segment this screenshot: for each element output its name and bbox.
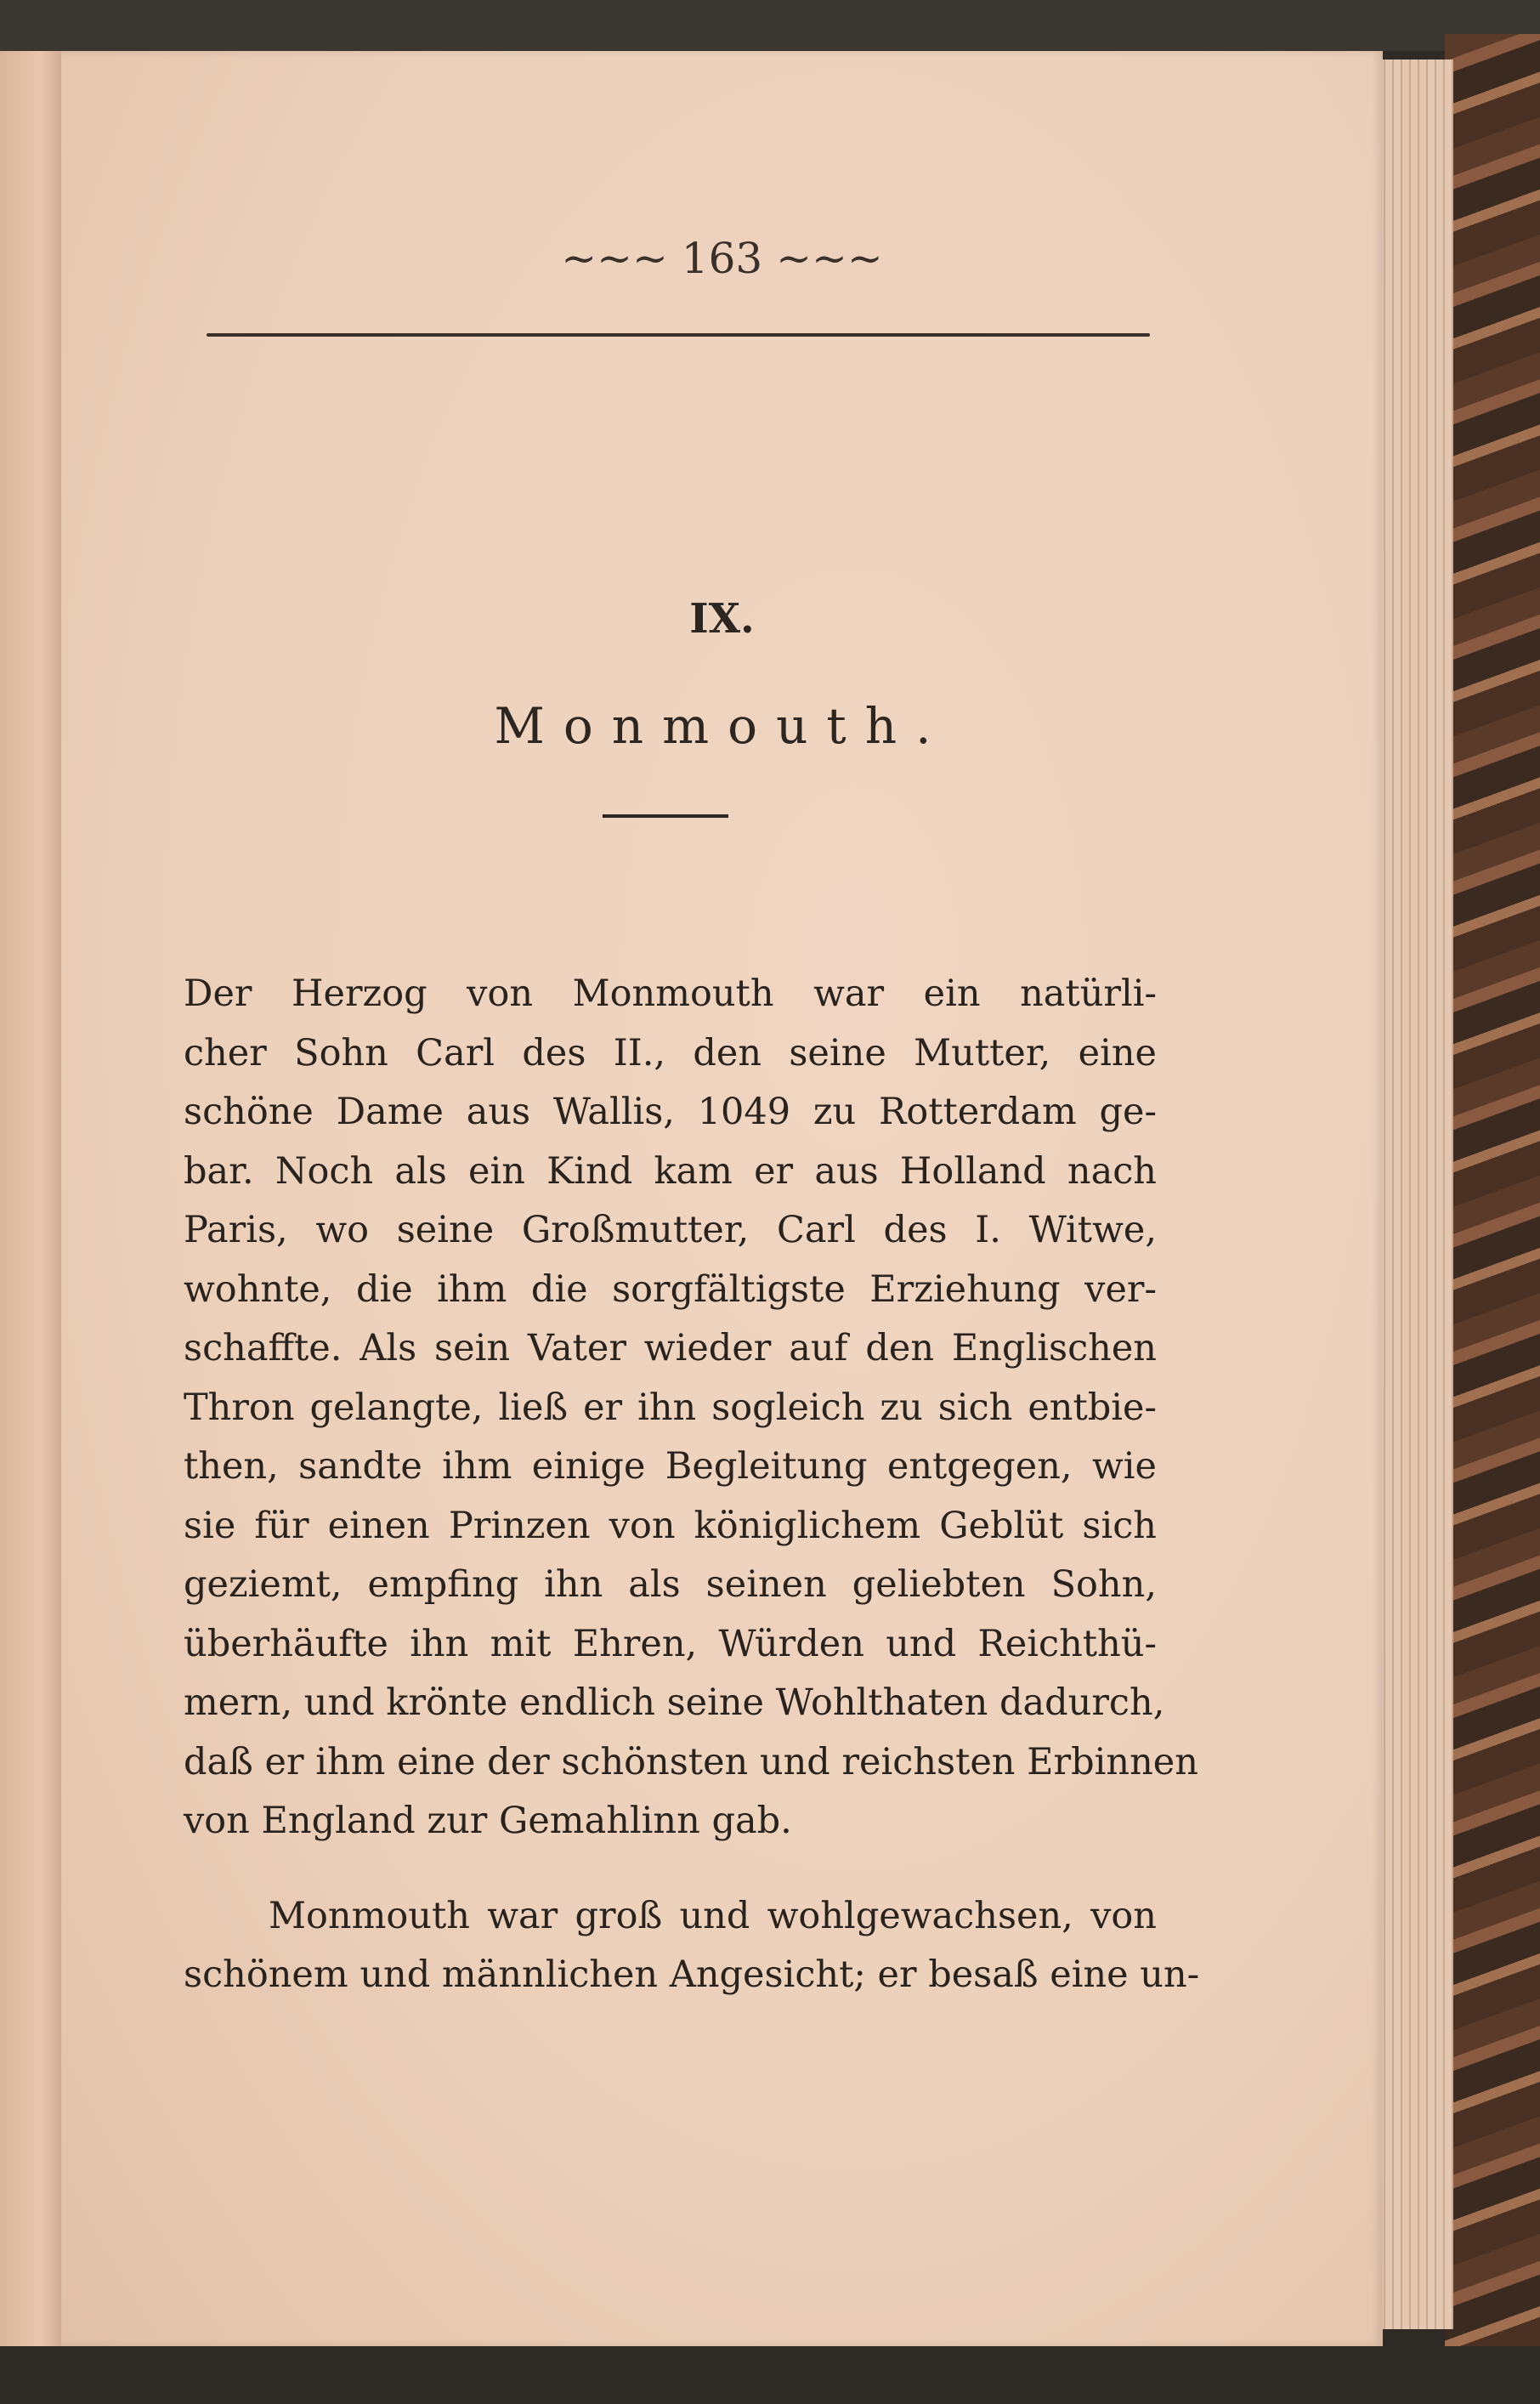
text-line: daß er ihm eine der schönsten und reichsten Erbinnen xyxy=(184,1740,1198,1783)
text-line: cher Sohn Carl des II., den seine Mutter, eine xyxy=(184,1031,1157,1074)
scan-background-top xyxy=(0,0,1540,51)
text-line: überhäufte ihn mit Ehren, Würden und Reichthü- xyxy=(184,1622,1157,1665)
text-line: Thron gelangte, ließ er ihn sogleich zu sich entbie- xyxy=(184,1386,1157,1429)
text-line: sie für einen Prinzen von königlichem Geblüt sich xyxy=(184,1504,1157,1547)
text-line: schaffte. Als sein Vater wieder auf den Englischen xyxy=(184,1327,1157,1369)
text-line: bar. Noch als ein Kind kam er aus Holland nach xyxy=(184,1149,1157,1193)
book-page xyxy=(61,51,1383,2346)
text-line: mern, und krönte endlich seine Wohlthaten dadurch, xyxy=(184,1681,1165,1724)
chapter-title: Monmouth. xyxy=(494,697,950,755)
text-line: geziemt, empfing ihn als seinen geliebten Sohn, xyxy=(184,1563,1157,1606)
text-line: schöne Dame aus Wallis, 1049 zu Rotterdam ge- xyxy=(184,1091,1157,1133)
marbled-cover xyxy=(1445,34,1540,2346)
text-line: wohnte, die ihm die sorgfältigste Erziehung ver- xyxy=(184,1267,1157,1311)
text-line: von England zur Gemahlinn gab. xyxy=(184,1800,792,1842)
header-rule xyxy=(207,333,1150,337)
paragraph-gap xyxy=(184,1851,1157,1887)
body-text xyxy=(184,965,1200,2005)
title-divider xyxy=(603,814,728,818)
chapter-number: IX. xyxy=(689,595,755,643)
text-line: then, sandte ihm einige Begleitung entgegen, wie xyxy=(184,1445,1157,1488)
text-line: Paris, wo seine Großmutter, Carl des I. Witwe, xyxy=(184,1209,1157,1251)
text-line: schönem und männlichen Angesicht; er besaß eine un- xyxy=(184,1953,1200,1996)
page-number: ~~~ 163 ~~~ xyxy=(561,234,883,283)
text-line: Monmouth war groß und wohlgewachsen, von xyxy=(269,1894,1157,1937)
text-line: Der Herzog von Monmouth war ein natürli- xyxy=(184,972,1157,1015)
left-page-edge xyxy=(0,51,68,2346)
